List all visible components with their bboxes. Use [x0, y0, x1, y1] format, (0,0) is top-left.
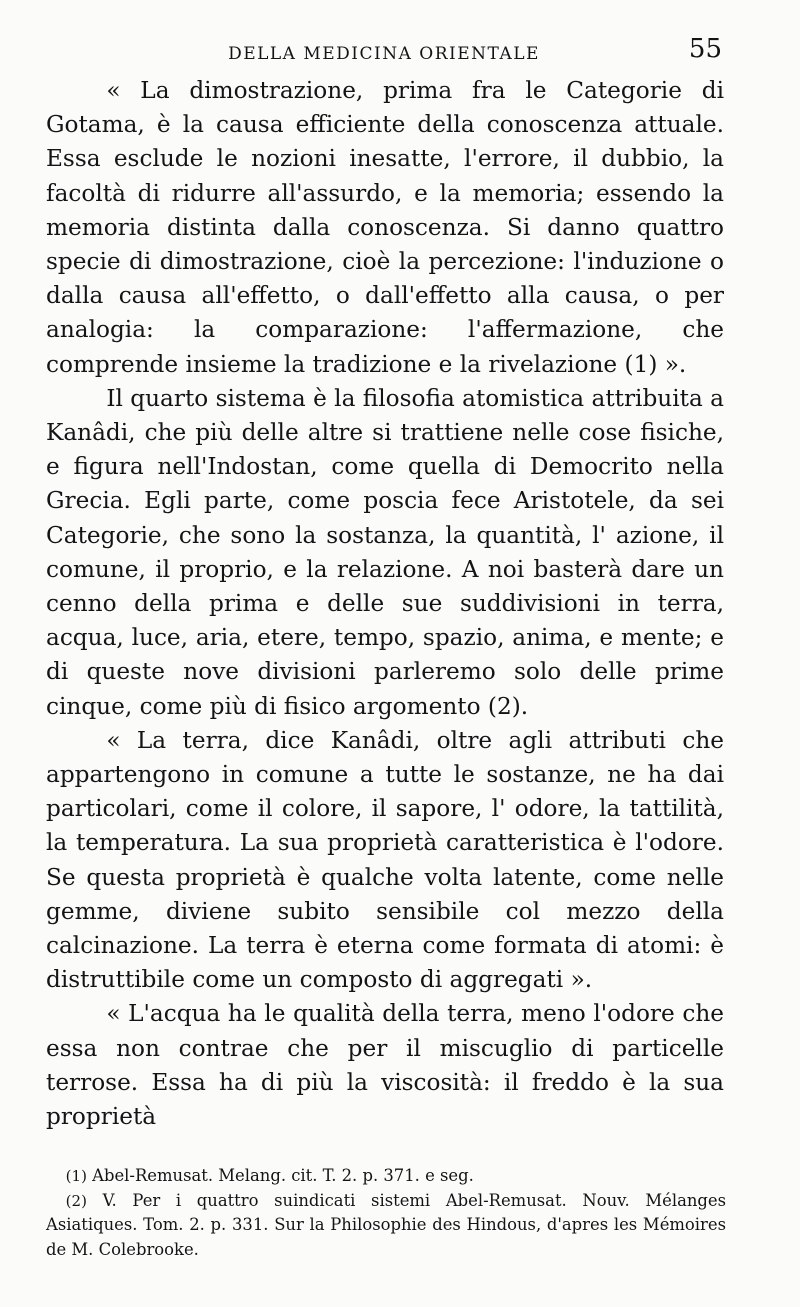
- running-title: DELLA MEDICINA ORIENTALE: [228, 44, 540, 64]
- paragraph-dimostrazione: « La dimostrazione, prima fra le Categorie di Gotama, è la causa efficiente della conoscenza attuale. Essa esclude le nozioni inesatte, l'errore, il dubbio, la facoltà di ridurre all'assurdo, e la memoria; essendo la memoria distinta dalla conoscenza. Si danno quattro specie di dimostrazione, cioè la percezione: l'induzione o dalla causa all'effetto, o dall'effetto alla causa, o per analogia: la comparazione: l'affermazione, che comprende insieme la tradizione e la rivelazione (1) ».: [46, 77, 724, 378]
- footnote-1-mark: (1): [65, 1167, 87, 1185]
- footnote-2: [46, 1189, 726, 1263]
- paragraph-acqua: « L'acqua ha le qualità della terra, meno l'odore che essa non contrae che per il miscuglio di particelle terrose. Essa ha di più la viscosità: il freddo è la sua proprietà: [46, 1000, 724, 1131]
- footnote-1: [46, 1164, 726, 1189]
- running-head: [46, 34, 722, 70]
- body-text: [46, 74, 724, 1134]
- footnotes: [46, 1164, 726, 1262]
- paragraph-quarto-sistema: Il quarto sistema è la filosofia atomistica attribuita a Kanâdi, che più delle altre si trattiene nelle cose fisiche, e figura nell'Indostan, come quella di Democrito nella Grecia. Egli parte, come poscia fece Aristotele, da sei Categorie, che sono la sostanza, la quantità, l' azione, il comune, il proprio, e la relazione. A noi basterà dare un cenno della prima e delle sue suddivisioni in terra, acqua, luce, aria, etere, tempo, spazio, anima, e mente; e di queste nove divisioni parleremo solo delle prime cinque, come più di fisico argomento (2).: [46, 384, 724, 720]
- footnote-2-mark: (2): [65, 1191, 87, 1210]
- footnote-2-text: V. Per i quattro suindicati sistemi Abel-Remusat. Nouv. Mélanges Asiatiques. Tom. 2. p. 331. Sur la Philosophie des Hindous, d'apres les Mémoires de M. Colebrooke.: [46, 1190, 726, 1259]
- paragraph-terra: « La terra, dice Kanâdi, oltre agli attributi che appartengono in comune a tutte le sostanze, ne ha dai particolari, come il colore, il sapore, l' odore, la tattilità, la temperatura. La sua proprietà caratteristica è l'odore. Se questa proprietà è qualche volta latente, come nelle gemme, diviene subito sensibile col mezzo della calcinazione. La terra è eterna come formata di atomi: è distruttibile come un composto di aggregati ».: [46, 726, 724, 994]
- page-number: 55: [688, 34, 722, 64]
- footnote-1-text: Abel-Remusat. Melang. cit. T. 2. p. 371. e seg.: [92, 1166, 474, 1185]
